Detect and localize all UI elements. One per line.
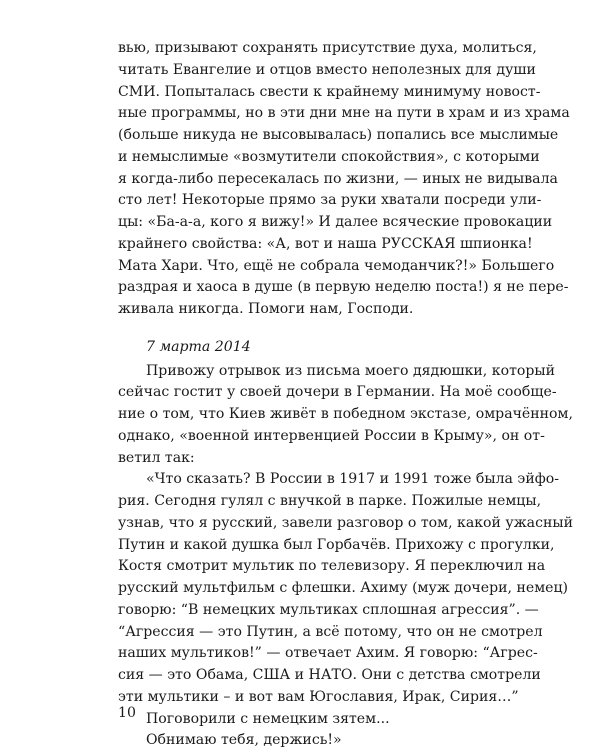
- text-line: узнав, что я русский, завели разговор о том, какой ужасный: [118, 514, 573, 531]
- text-line: эти мультики – и вот вам Югославия, Ирак, Сирия…”: [118, 688, 519, 705]
- text-line: Мата Хари. Что, ещё не собрала чемоданчик?!» Большего: [118, 257, 555, 274]
- text-line: сия — это Обама, США и НАТО. Они с детства смотрели: [118, 667, 541, 683]
- text-line: раздрая и хаоса в душе (в первую неделю поста!) я не пере-: [118, 279, 569, 296]
- text-line: русский мультфильм с флешки. Ахиму (муж дочери, немец): [118, 580, 569, 596]
- text-line: крайнего свойства: «А, вот и наша РУССКАЯ шпионка!: [118, 235, 533, 252]
- text-line: (больше никуда не высовывалась) попались все мыслимые: [118, 127, 559, 143]
- text-line: “Агрессия — это Путин, а всё потому, что он не смотрел: [118, 623, 543, 640]
- text-line: Костя смотрит мультик по телевизору. Я переключил на: [118, 558, 546, 575]
- paragraph-2: [118, 361, 573, 470]
- text-line: наших мультиков!” — отвечает Ахим. Я говорю: “Агрес-: [118, 645, 538, 662]
- paragraph-4: Поговорили с немецким зятем...: [146, 710, 390, 727]
- text-line: СМИ. Попыталась свести к крайнему минимуму новост-: [118, 83, 541, 100]
- text-line: живала никогда. Помоги нам, Господи.: [118, 301, 414, 317]
- paragraph-5: Обнимаю тебя, держись!»: [146, 732, 342, 749]
- text-line: ные программы, но в эти дни мне на пути в храм и из храма: [118, 105, 570, 122]
- text-line: рия. Сегодня гулял с внучкой в парке. Пожилые немцы,: [118, 493, 542, 509]
- text-line: однако, «военной интервенцией России в Крыму», он от-: [118, 427, 545, 444]
- text-line: говорю: “В немецких мультиках сплошная агрессия”. —: [118, 601, 539, 618]
- text-line: сейчас гостит у своей дочери в Германии. На моё сообще-: [118, 384, 557, 401]
- text-line: ние о том, что Киев живёт в победном экстазе, омрачённом,: [118, 406, 573, 422]
- text-line: цы: «Ба-а-а, кого я вижу!» И далее всяческие провокации: [118, 214, 553, 230]
- text-line: «Что сказать? В России в 1917 и 1991 тоже была эйфо-: [146, 471, 559, 488]
- text-line: Привожу отрывок из письма моего дядюшки, который: [146, 362, 555, 379]
- page-body: [118, 38, 573, 752]
- text-line: читать Евангелие и отцов вместо неполезных для души: [118, 61, 536, 78]
- paragraph-1: [118, 38, 570, 321]
- text-line: я когда-либо пересекалась по жизни, — иных не видывала: [118, 170, 558, 187]
- date-heading: 7 марта 2014: [146, 338, 251, 355]
- text-line: ветил так:: [118, 449, 195, 466]
- text-line: сто лет! Некоторые прямо за руки хватали посреди ули-: [118, 192, 542, 209]
- paragraph-3-quote: [118, 469, 573, 708]
- text-line: вью, призывают сохранять присутствие духа, молиться,: [118, 40, 537, 56]
- text-line: и немыслимые «возмутители спокойствия», с которыми: [118, 148, 540, 165]
- text-line: Путин и какой душка был Горбачёв. Прихожу с прогулки,: [118, 536, 555, 553]
- page-number: 10: [118, 705, 136, 721]
